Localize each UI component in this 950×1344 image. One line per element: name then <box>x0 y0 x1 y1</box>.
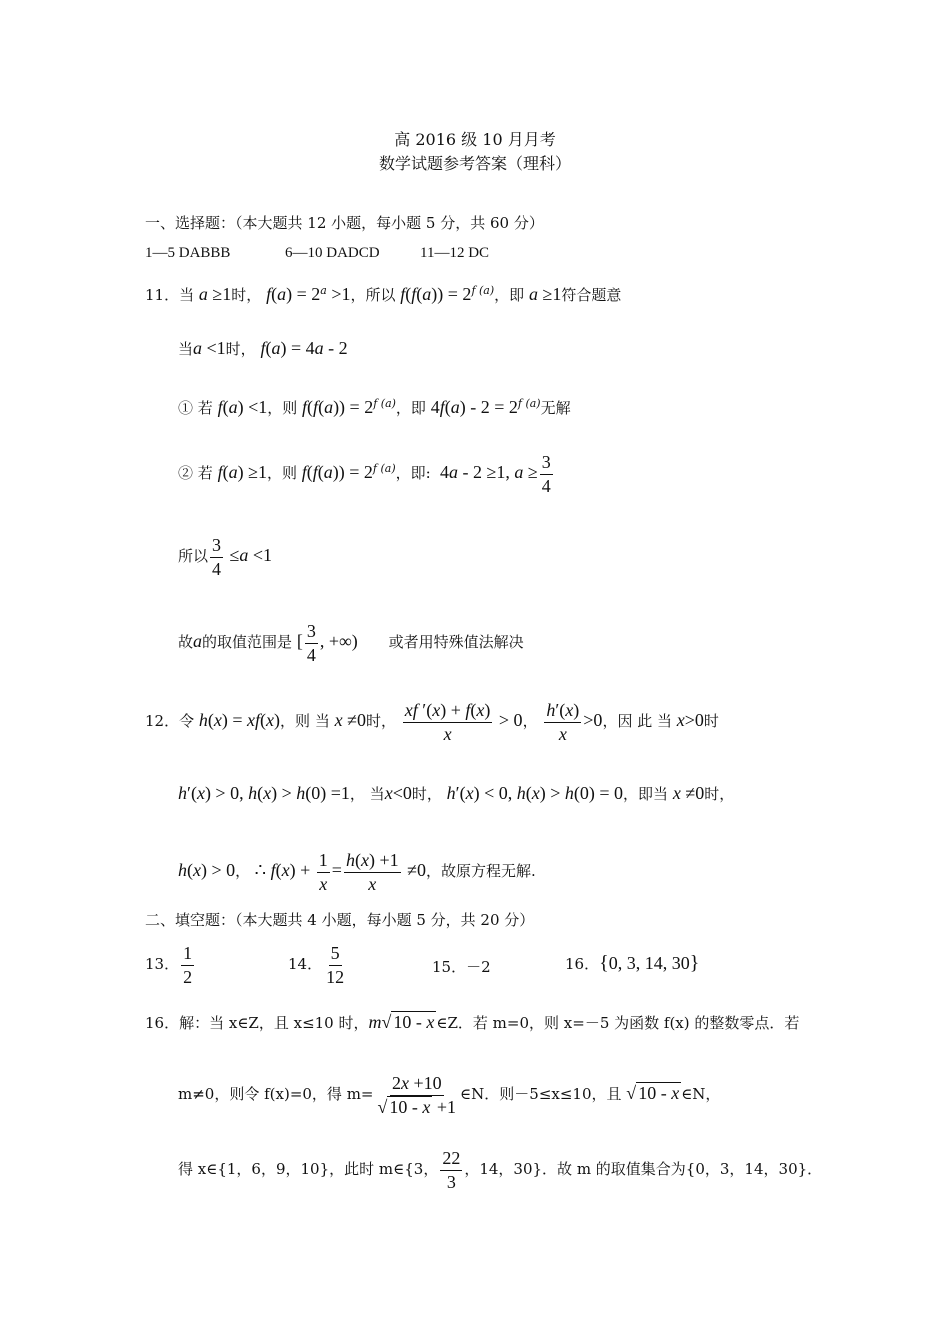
answer-14: 14． $\frac{5}{12}$ <box>288 943 345 987</box>
q12-line3: h(x) > 0， ∴ f(x) + $\frac{1}{x}$ = $\frac{h(x) +1}{x}$ ≠0，故原方程无解. <box>178 850 536 894</box>
q11-case2: ② 若 f(a) ≥1，则 $f(f(a)) = 2^{f (a)}$，即: 4a - 2 ≥1, a ≥ $\frac{3}{4}$ <box>178 452 551 496</box>
answer-13: 13． $\frac{1}{2}$ <box>145 943 193 987</box>
q11-line1: 11．当 a ≥1时， $f(a) = 2^a >1$，所以 $f(f(a)) = 2^{f (a)}$，即 a ≥1符合题意 <box>145 284 622 304</box>
section-heading-choice: 一、选择题：（本大题共 12 小题，每小题 5 分，共 60 分） <box>145 214 544 232</box>
q16-line3: 得 x∈{1，6，9，10}，此时 m∈{3， $\frac{22}{3}$ ，14，30}．故 m 的取值集合为{0，3，14，30}． <box>178 1148 823 1192</box>
q16-line1: 16．解：当 x∈Z，且 x≤10 时，m√ 10 - x ∈Z．若 m=0，则 x=－5 为函数 f(x) 的整数零点．若 <box>145 1012 800 1032</box>
page-title: 高 2016 级 10 月月考 <box>394 130 556 149</box>
q16-line2: m≠0，则令 f(x)=0，得 m= $\frac{2x +10}{√ 10 - x +1}$ ∈N．则－5≤x≤10，且 √ 10 - x ∈N， <box>178 1073 721 1117</box>
section-heading-fill: 二、填空题：（本大题共 4 小题，每小题 5 分，共 20 分） <box>145 911 535 929</box>
answer-group-2: 6—10 DADCD <box>285 245 380 261</box>
answer-group-3: 11—12 DC <box>420 245 490 261</box>
q12-line2: h′(x) > 0, h(x) > h(0) =1， 当x<0时， h′(x) < 0, h(x) > h(0) = 0，即当 x ≠0时， <box>178 783 735 803</box>
answer-15: 15．－2 <box>432 958 491 976</box>
q11-so: 所以 $\frac{3}{4}$ ≤a <1 <box>178 535 273 579</box>
q11-range: 故a的取值范围是 [ $\frac{3}{4}$ , +∞) 或者用特殊值法解决 <box>178 621 524 665</box>
q11-case1: ① 若 f(a) <1，则 $f(f(a)) = 2^{f (a)}$，即 $4f(a) - 2 = 2^{f (a)}$无解 <box>178 397 571 417</box>
answer-group-1: 1—5 DABBB <box>145 245 231 261</box>
q11-line2: 当a <1时， f(a) = 4a - 2 <box>178 338 348 358</box>
answer-16: 16．{0, 3, 14, 30} <box>565 952 700 974</box>
page-subtitle: 数学试题参考答案（理科） <box>378 154 571 173</box>
q12-line1: 12．令 h(x) = xf(x)，则 当 x ≠0时， $\frac{xf '(x) + f(x)}{x}$ > 0， $\frac{h'(x)}{x}$ >0，因 此 当 x>0时 <box>145 700 719 744</box>
